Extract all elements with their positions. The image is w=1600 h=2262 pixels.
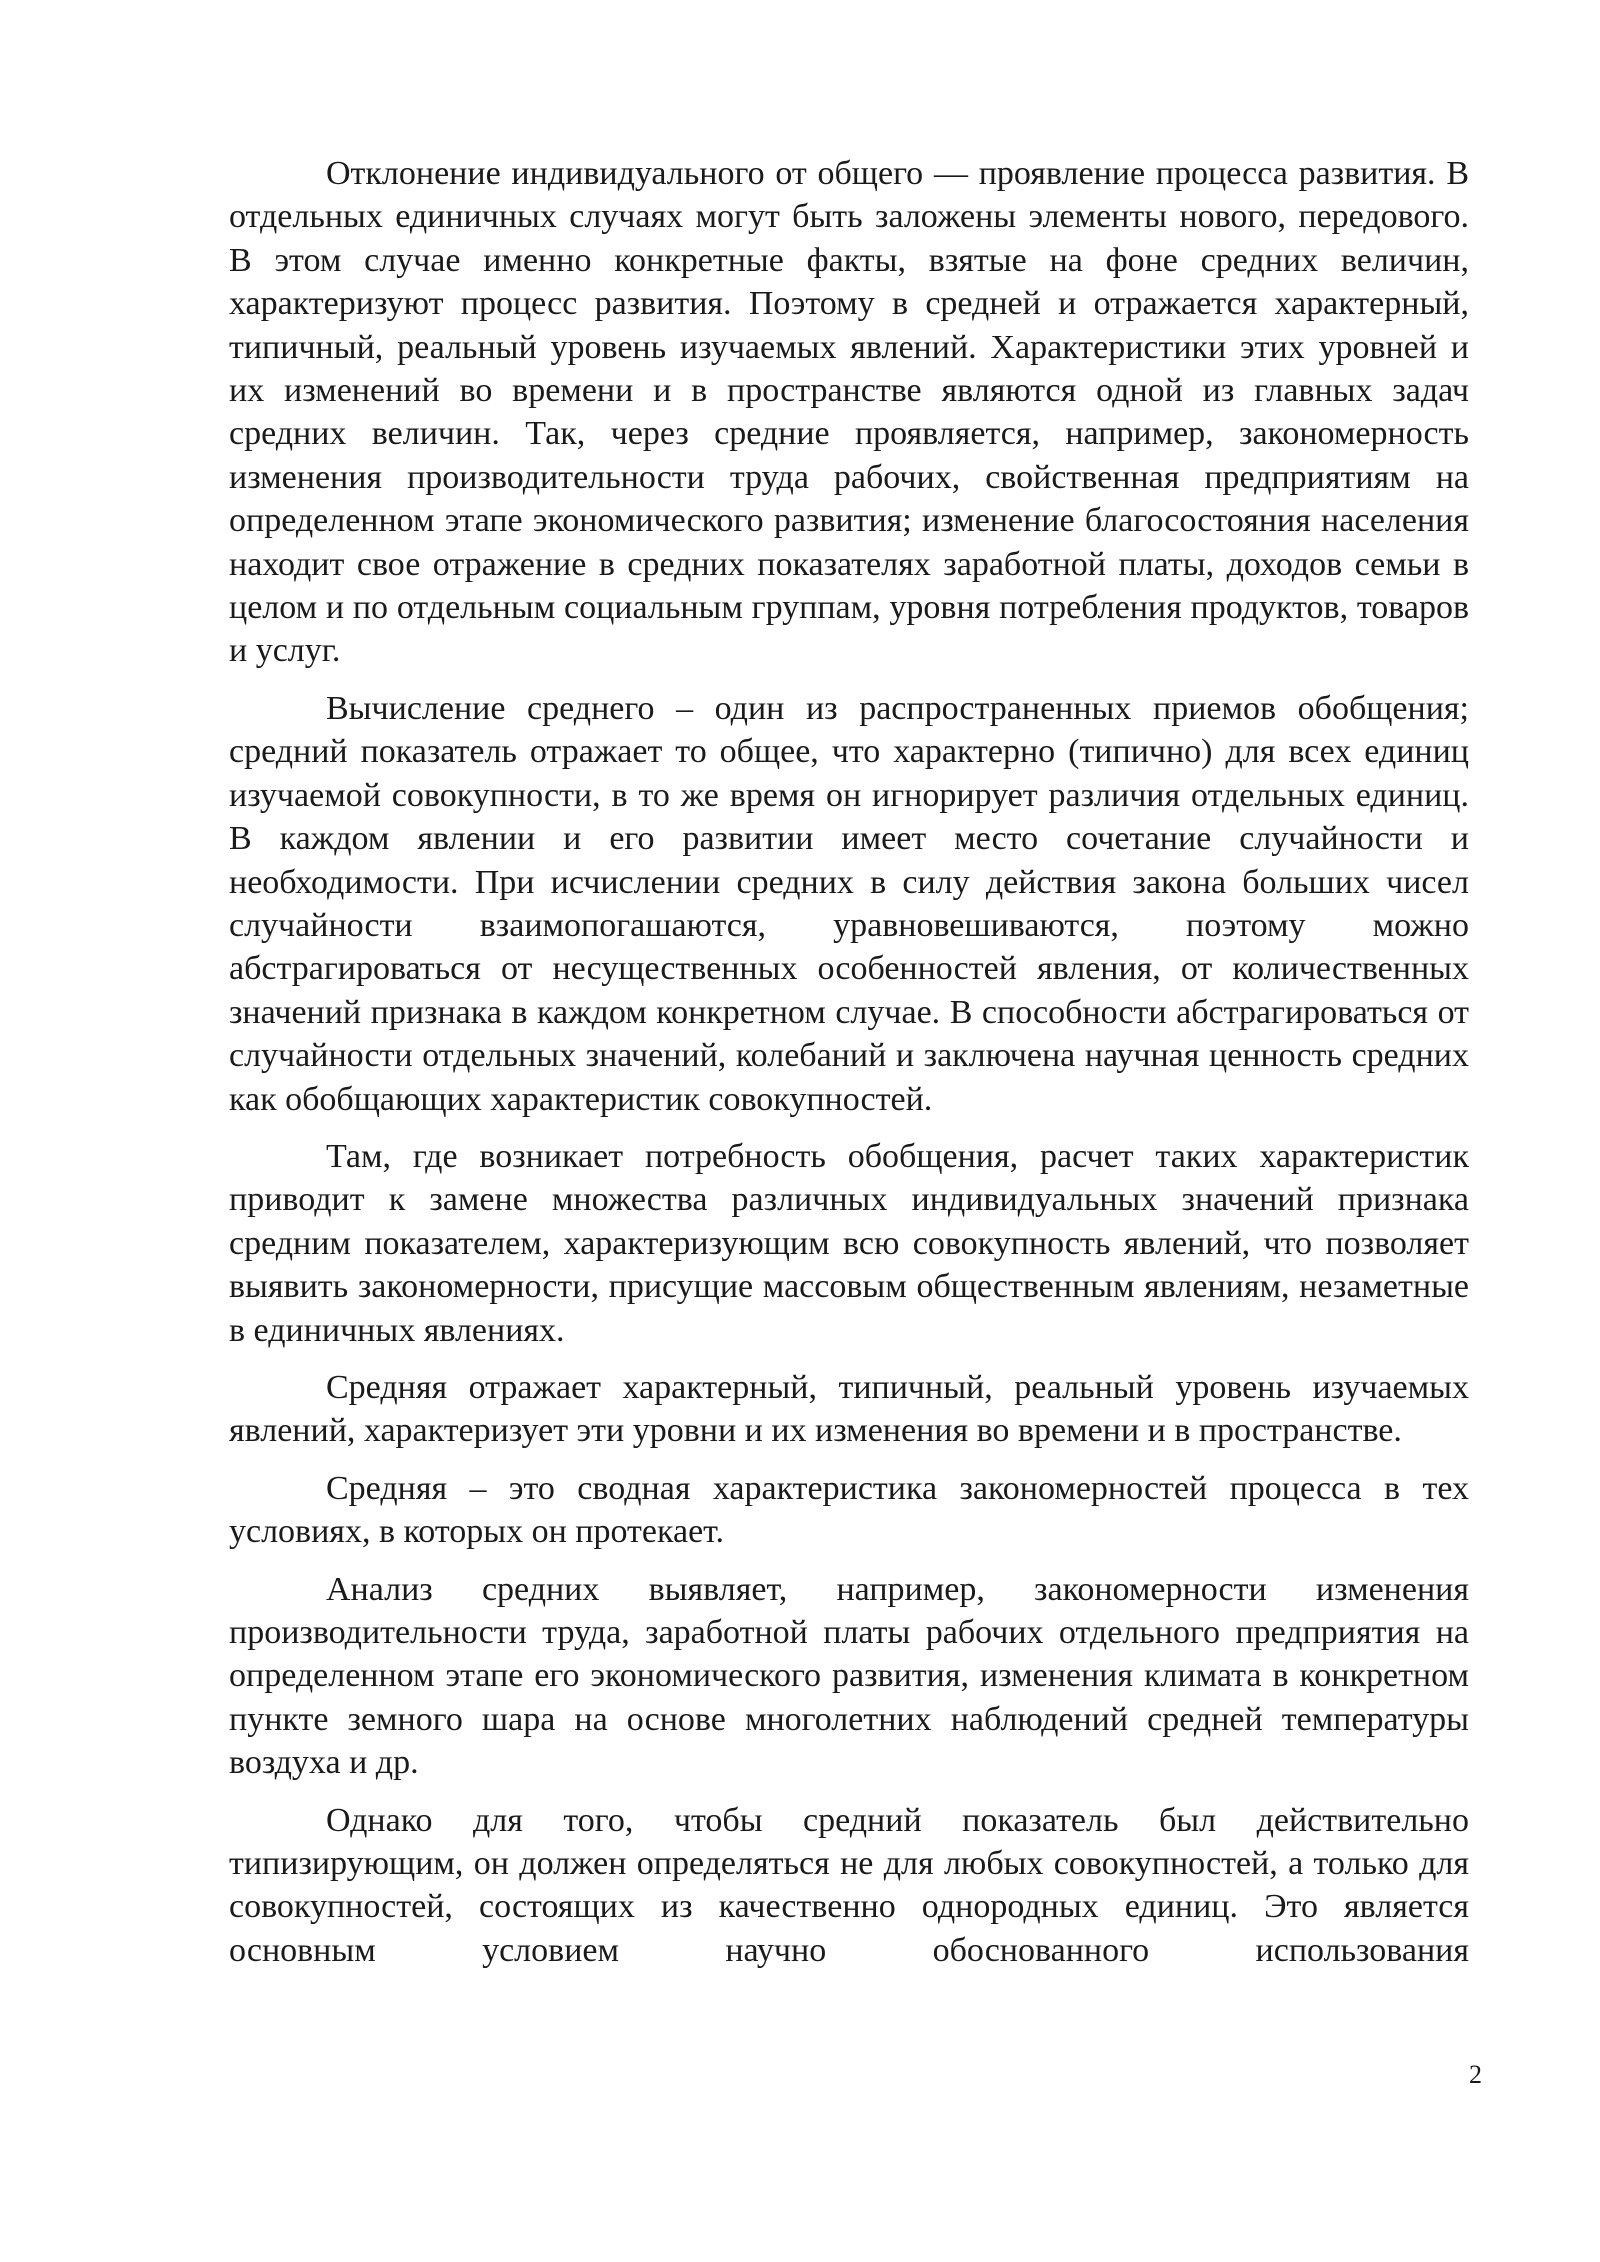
paragraph-2: Вычисление среднего – один из распространенных приемов обобщения; средний показатель отражает то общее, что характерно (типично) для всех единиц изучаемой совокупности, в то же время он игнорирует различия отдельных единиц. В каждом явлении и его развитии имеет место сочетание случайности и необходимости. При исчислении средних в силу действия закона больших чисел случайности взаимопогашаются, уравновешиваются, поэтому можно абстрагироваться от несущественных особенностей явления, от количественных значений признака в каждом конкретном случае. В способности абстрагироваться от случайности отдельных значений, колебаний и заключена научная ценность средних как обобщающих характеристик совокупностей. [229,689,1469,1118]
paragraph-5: Средняя – это сводная характеристика закономерностей процесса в тех условиях, в которых он протекает. [229,1469,1469,1551]
page-number: 2 [1469,2060,1482,2089]
paragraph-3: Там, где возникает потребность обобщения, расчет таких характеристик приводит к замене множества различных индивидуальных значений признака средним показателем, характеризующим всю совокупность явлений, что позволяет выявить закономерности, присущие массовым общественным явлениям, незаметные в единичных явлениях. [229,1137,1469,1349]
paragraph-4: Средняя отражает характерный, типичный, реальный уровень изучаемых явлений, характеризует эти уровни и их изменения во времени и в пространстве. [229,1368,1469,1450]
paragraph-1: Отклонение индивидуального от общего — проявление процесса развития. В отдельных единичных случаях могут быть заложены элементы нового, передового. В этом случае именно конкретные факты, взятые на фоне средних величин, характеризуют процесс развития. Поэтому в средней и отражается характерный, типичный, реальный уровень изучаемых явлений. Характеристики этих уровней и их изменений во времени и в пространстве являются одной из главных задач средних величин. Так, через средние проявляется, например, закономерность изменения производительности труда рабочих, свойственная предприятиям на определенном этапе экономического развития; изменение благосостояния населения находит свое отражение в средних показателях заработной платы, доходов семьи в целом и по отдельным социальным группам, уровня потребления продуктов, товаров и услуг. [229,155,1469,670]
document-body [229,152,1469,1972]
paragraph-6: Анализ средних выявляет, например, закономерности изменения производительности труда, заработной платы рабочих отдельного предприятия на определенном этапе его экономического развития, изменения климата в конкретном пункте земного шара на основе многолетних наблюдений средней температуры воздуха и др. [229,1570,1469,1782]
paragraph-7: Однако для того, чтобы средний показатель был действительно типизирующим, он должен определяться не для любых совокупностей, а только для совокупностей, состоящих из качественно однородных единиц. Это является основным условием научно обоснованного использования [229,1801,1469,1969]
